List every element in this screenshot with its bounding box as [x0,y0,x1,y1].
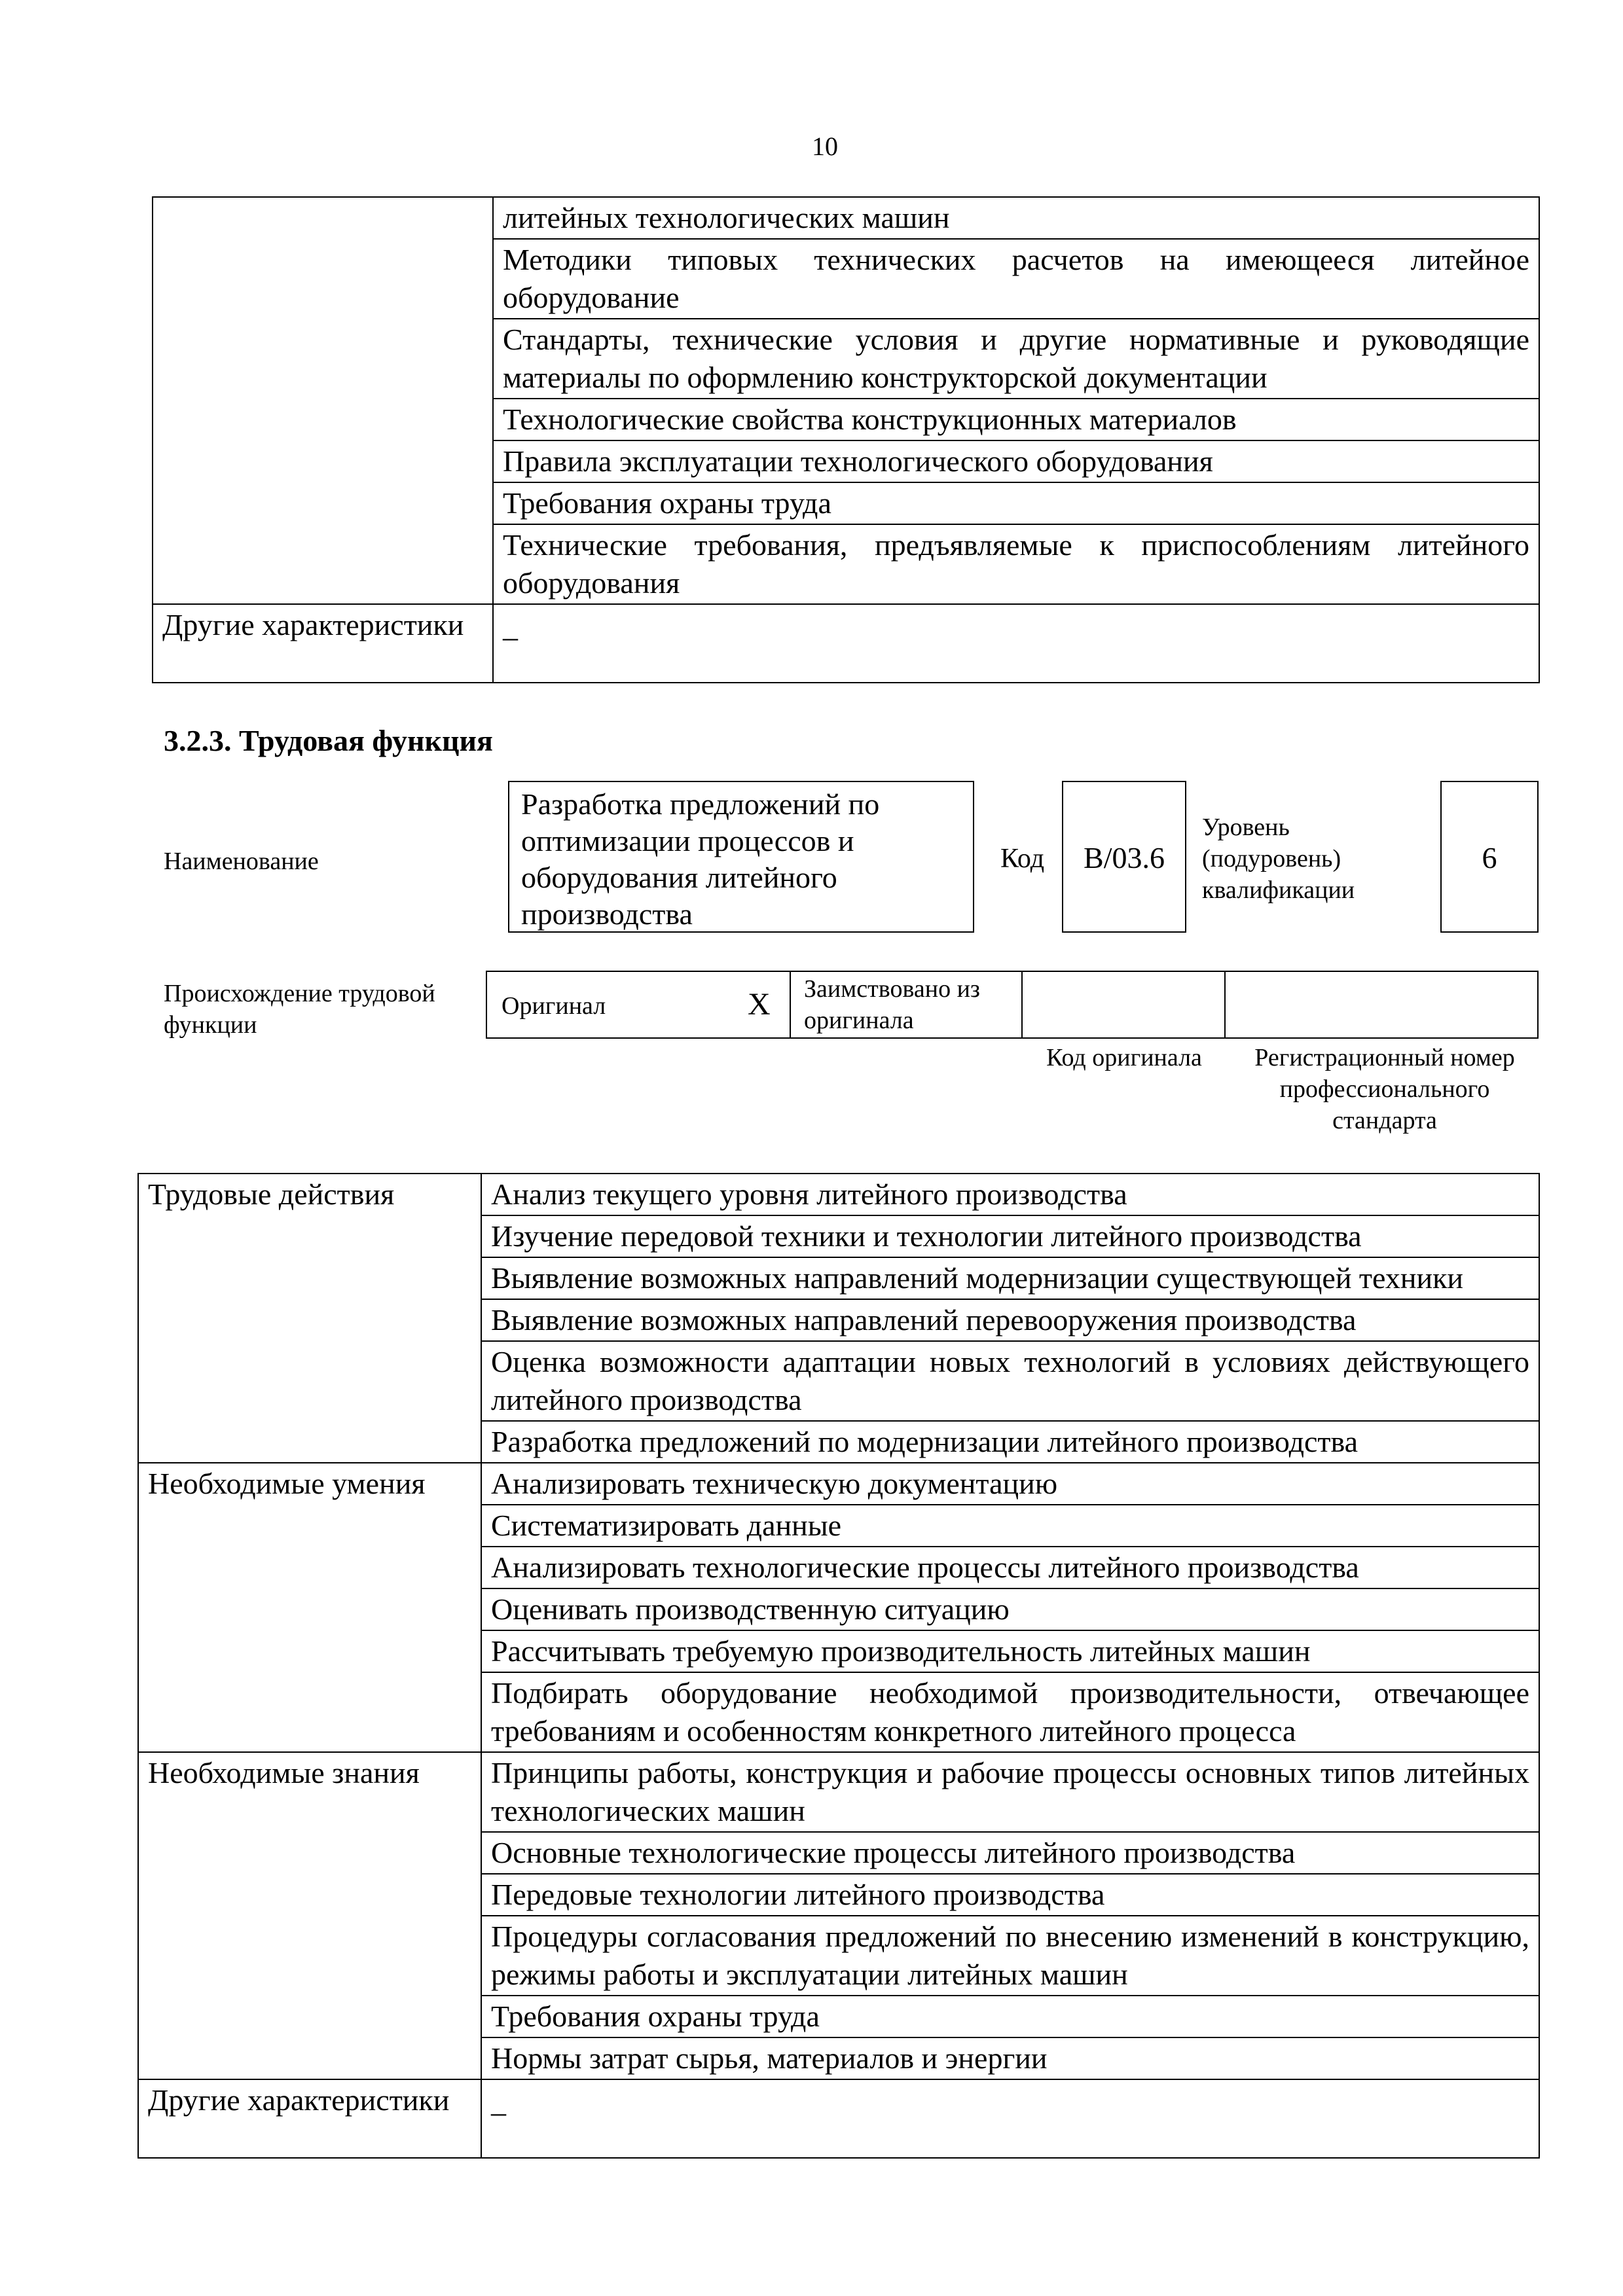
table-row [138,1752,1539,1832]
labor-actions-label: Трудовые действия [138,1174,481,1463]
skill-item: Систематизировать данные [481,1505,1539,1547]
table-row [153,604,1539,683]
other-characteristics-value: – [493,604,1539,683]
labor-function-table [137,1173,1540,2159]
knowledge-item: Технологические свойства конструкционных материалов [493,399,1539,440]
knowledge-item: Нормы затрат сырья, материалов и энергии [481,2037,1539,2079]
skill-item: Рассчитывать требуемую производительность литейных машин [481,1630,1539,1672]
borrowed-label: Заимствовано из оригинала [804,975,980,1034]
code-label: Код [1000,844,1045,874]
original-cell [486,971,791,1039]
skill-item: Анализировать техническую документацию [481,1463,1539,1505]
borrowed-cell [791,971,1023,1039]
knowledge-item: Правила эксплуатации технологического оборудования [493,440,1539,482]
table-row [153,197,1539,239]
reg-number-cell [1226,971,1539,1039]
origin-label: Происхождение трудовой функции [164,980,435,1039]
labor-action-item: Разработка предложений по модернизации литейного производства [481,1421,1539,1463]
function-name-box [508,781,974,933]
labor-action-item: Выявление возможных направлений модернизации существующей техники [481,1257,1539,1299]
other-characteristics-label: Другие характеристики [153,604,493,683]
required-knowledge-label: Необходимые знания [138,1752,481,2079]
table-row [138,2079,1539,2158]
function-name-value: Разработка предложений по оптимизации процессов и оборудования литейного производства [521,787,880,931]
name-label: Наименование [164,848,319,875]
knowledge-item: Требования охраны труда [481,1996,1539,2037]
labor-action-item: Изучение передовой техники и технологии литейного производства [481,1215,1539,1257]
reg-number-caption: Регистрационный номер профессионального стандарта [1254,1044,1515,1134]
table-row [138,1174,1539,1215]
knowledge-item: Технические требования, предъявляемые к приспособлениям литейного оборудования [493,524,1539,604]
table-row [138,1463,1539,1505]
qualification-level-label: Уровень (подуровень) квалификации [1202,814,1355,904]
knowledge-item: Принципы работы, конструкция и рабочие процессы основных типов литейных технологических машин [481,1752,1539,1832]
required-skills-label: Необходимые умения [138,1463,481,1752]
knowledge-item: Требования охраны труда [493,482,1539,524]
code-value: B/03.6 [1084,841,1165,874]
original-code-cell [1023,971,1226,1039]
qualification-level-value: 6 [1482,841,1497,874]
labor-action-item: Выявление возможных направлений перевооружения производства [481,1299,1539,1341]
labor-action-item: Анализ текущего уровня литейного производства [481,1174,1539,1215]
knowledge-item: Методики типовых технических расчетов на имеющееся литейное оборудование [493,239,1539,319]
original-label: Оригинал [501,992,606,1020]
knowledge-item: Передовые технологии литейного производства [481,1874,1539,1916]
continued-label-cell [153,197,493,604]
other-characteristics-label: Другие характеристики [138,2079,481,2158]
knowledge-table-top [152,196,1540,683]
code-value-box [1062,781,1186,933]
qualification-level-box [1440,781,1539,933]
knowledge-item: литейных технологических машин [493,197,1539,239]
knowledge-item: Основные технологические процессы литейного производства [481,1832,1539,1874]
knowledge-item: Процедуры согласования предложений по внесению изменений в конструкцию, режимы работы и эксплуатации литейных машин [481,1916,1539,1996]
original-code-caption: Код оригинала [1046,1044,1202,1071]
knowledge-item: Стандарты, технические условия и другие нормативные и руководящие материалы по оформлению конструкторской документации [493,319,1539,399]
skill-item: Анализировать технологические процессы литейного производства [481,1547,1539,1588]
other-characteristics-value: – [481,2079,1539,2158]
skill-item: Оценивать производственную ситуацию [481,1588,1539,1630]
original-mark: X [748,987,771,1022]
section-title: 3.2.3. Трудовая функция [164,724,493,757]
skill-item: Подбирать оборудование необходимой производительности, отвечающее требованиям и особенностям конкретного литейного процесса [481,1672,1539,1752]
page-number: 10 [812,132,838,161]
labor-action-item: Оценка возможности адаптации новых технологий в условиях действующего литейного производства [481,1341,1539,1421]
